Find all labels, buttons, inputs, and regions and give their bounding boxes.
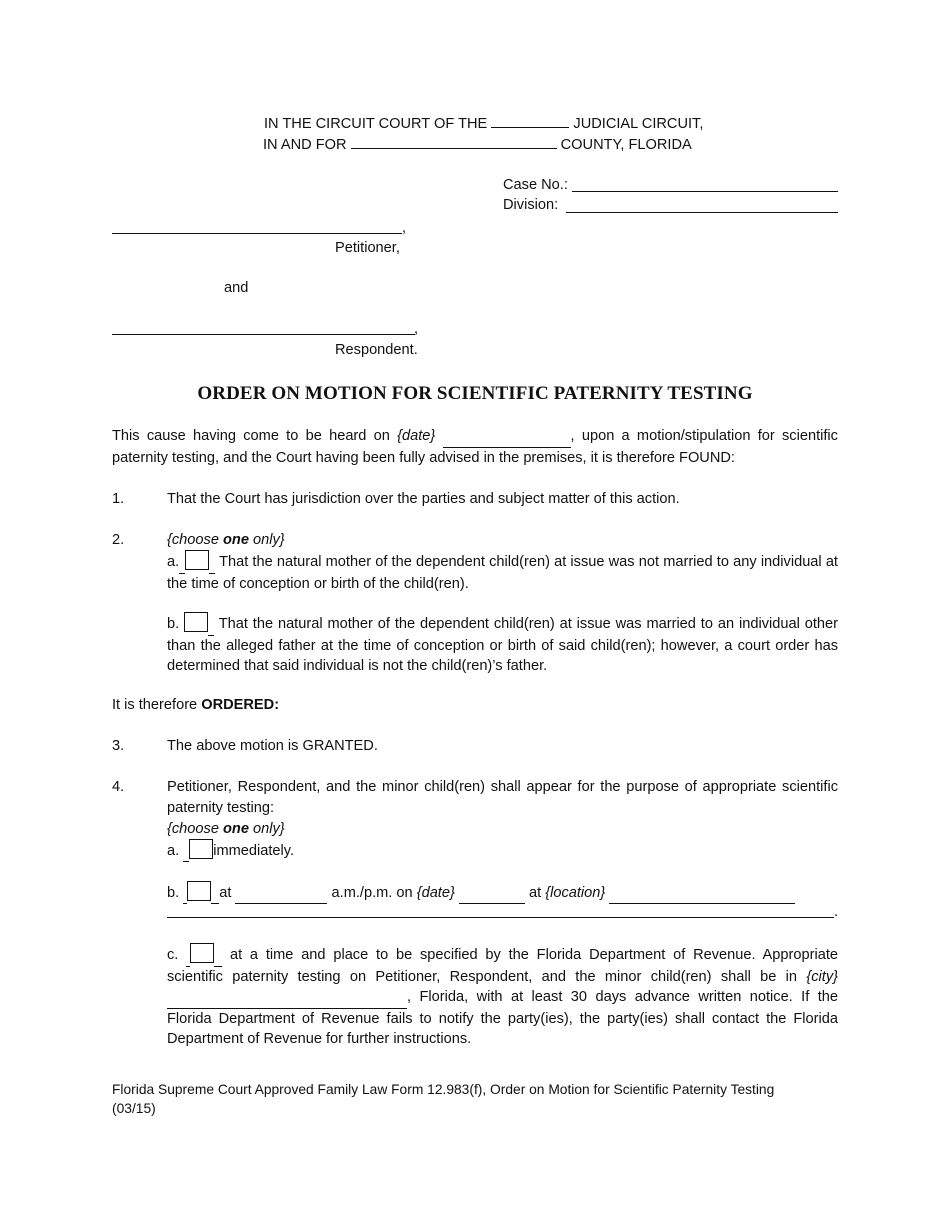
judicial-circuit-field[interactable] <box>491 112 569 128</box>
ordered-heading: It is therefore ORDERED: <box>112 697 280 713</box>
court-caption-line1: IN THE CIRCUIT COURT OF THE JUDICIAL CIRCUIT, <box>264 112 703 134</box>
petitioner-name-field[interactable] <box>112 233 402 234</box>
intro-paragraph: This cause having come to be heard on {date} , upon a motion/stipulation for scientific paternity testing, and the Court having been fully advised in the premises, it is therefore FOUND: <box>112 428 838 466</box>
division-row: Division: <box>503 197 559 213</box>
option-4a: a. immediately. <box>167 839 294 862</box>
city-field[interactable] <box>167 987 407 1009</box>
option-4c: c. at a time and place to be specified by the Florida Department of Revenue. Appropriate scientific paternity testing on Petitioner, Respondent, and the minor child(ren) shall be in {city} , Florida, with at least 30 days advance written notice. If the Florida Department of Revenue fails to notify the party(ies), the party(ies) shall contact the Florida Department of Revenue for further instructions. <box>167 943 838 1050</box>
hearing-date-field[interactable] <box>443 426 571 448</box>
court-caption-line2: IN AND FOR COUNTY, FLORIDA <box>263 133 692 155</box>
respondent-comma: , <box>414 321 419 337</box>
and-label: and <box>224 280 249 296</box>
petitioner-comma: , <box>402 220 407 236</box>
item-number-4: 4. <box>112 779 125 795</box>
date-field[interactable] <box>459 883 525 904</box>
petitioner-label: Petitioner, <box>335 240 400 256</box>
location-period: . <box>834 904 839 920</box>
item-number-3: 3. <box>112 738 125 754</box>
choose-one-instruction: {choose one only} <box>167 532 285 548</box>
item-text-3: The above motion is GRANTED. <box>167 738 378 754</box>
item-number-1: 1. <box>112 491 125 507</box>
division-field[interactable] <box>566 212 838 213</box>
location-field[interactable] <box>609 883 795 904</box>
time-field[interactable] <box>235 883 327 904</box>
option-2b: b. That the natural mother of the dependent child(ren) at issue was married to an individual other than the alleged father at the time of conception or birth of said child(ren); however, a court order has determined that said individual is not the child(ren)’s father. <box>167 612 838 677</box>
item-text-1: That the Court has jurisdiction over the parties and subject matter of this action. <box>167 491 680 507</box>
case-no-row: Case No.: <box>503 177 568 193</box>
item-number-2: 2. <box>112 532 125 548</box>
checkbox-2a[interactable] <box>185 550 209 570</box>
respondent-name-field[interactable] <box>112 334 415 335</box>
location-field-line2[interactable] <box>167 917 834 918</box>
checkbox-2b[interactable] <box>184 612 208 632</box>
option-4b: b. at a.m./p.m. on {date} at {location} <box>167 881 795 904</box>
form-footer: Florida Supreme Court Approved Family Law Form 12.983(f), Order on Motion for Scientific Paternity Testing (03/15) <box>112 1082 775 1116</box>
item-text-4: Petitioner, Respondent, and the minor child(ren) shall appear for the purpose of appropriate scientific paternity testing: <box>167 779 838 816</box>
page-title: ORDER ON MOTION FOR SCIENTIFIC PATERNITY TESTING <box>197 383 753 404</box>
choose-one-instruction-4: {choose one only} <box>167 821 285 837</box>
checkbox-4c[interactable] <box>190 943 214 963</box>
checkbox-4b[interactable] <box>187 881 211 901</box>
option-2a: a. That the natural mother of the dependent child(ren) at issue was not married to any individual at the time of conception or birth of the child(ren). <box>167 550 838 594</box>
county-field[interactable] <box>351 133 557 149</box>
respondent-label: Respondent. <box>335 342 418 358</box>
checkbox-4a[interactable] <box>189 839 213 859</box>
case-no-field[interactable] <box>572 191 838 192</box>
